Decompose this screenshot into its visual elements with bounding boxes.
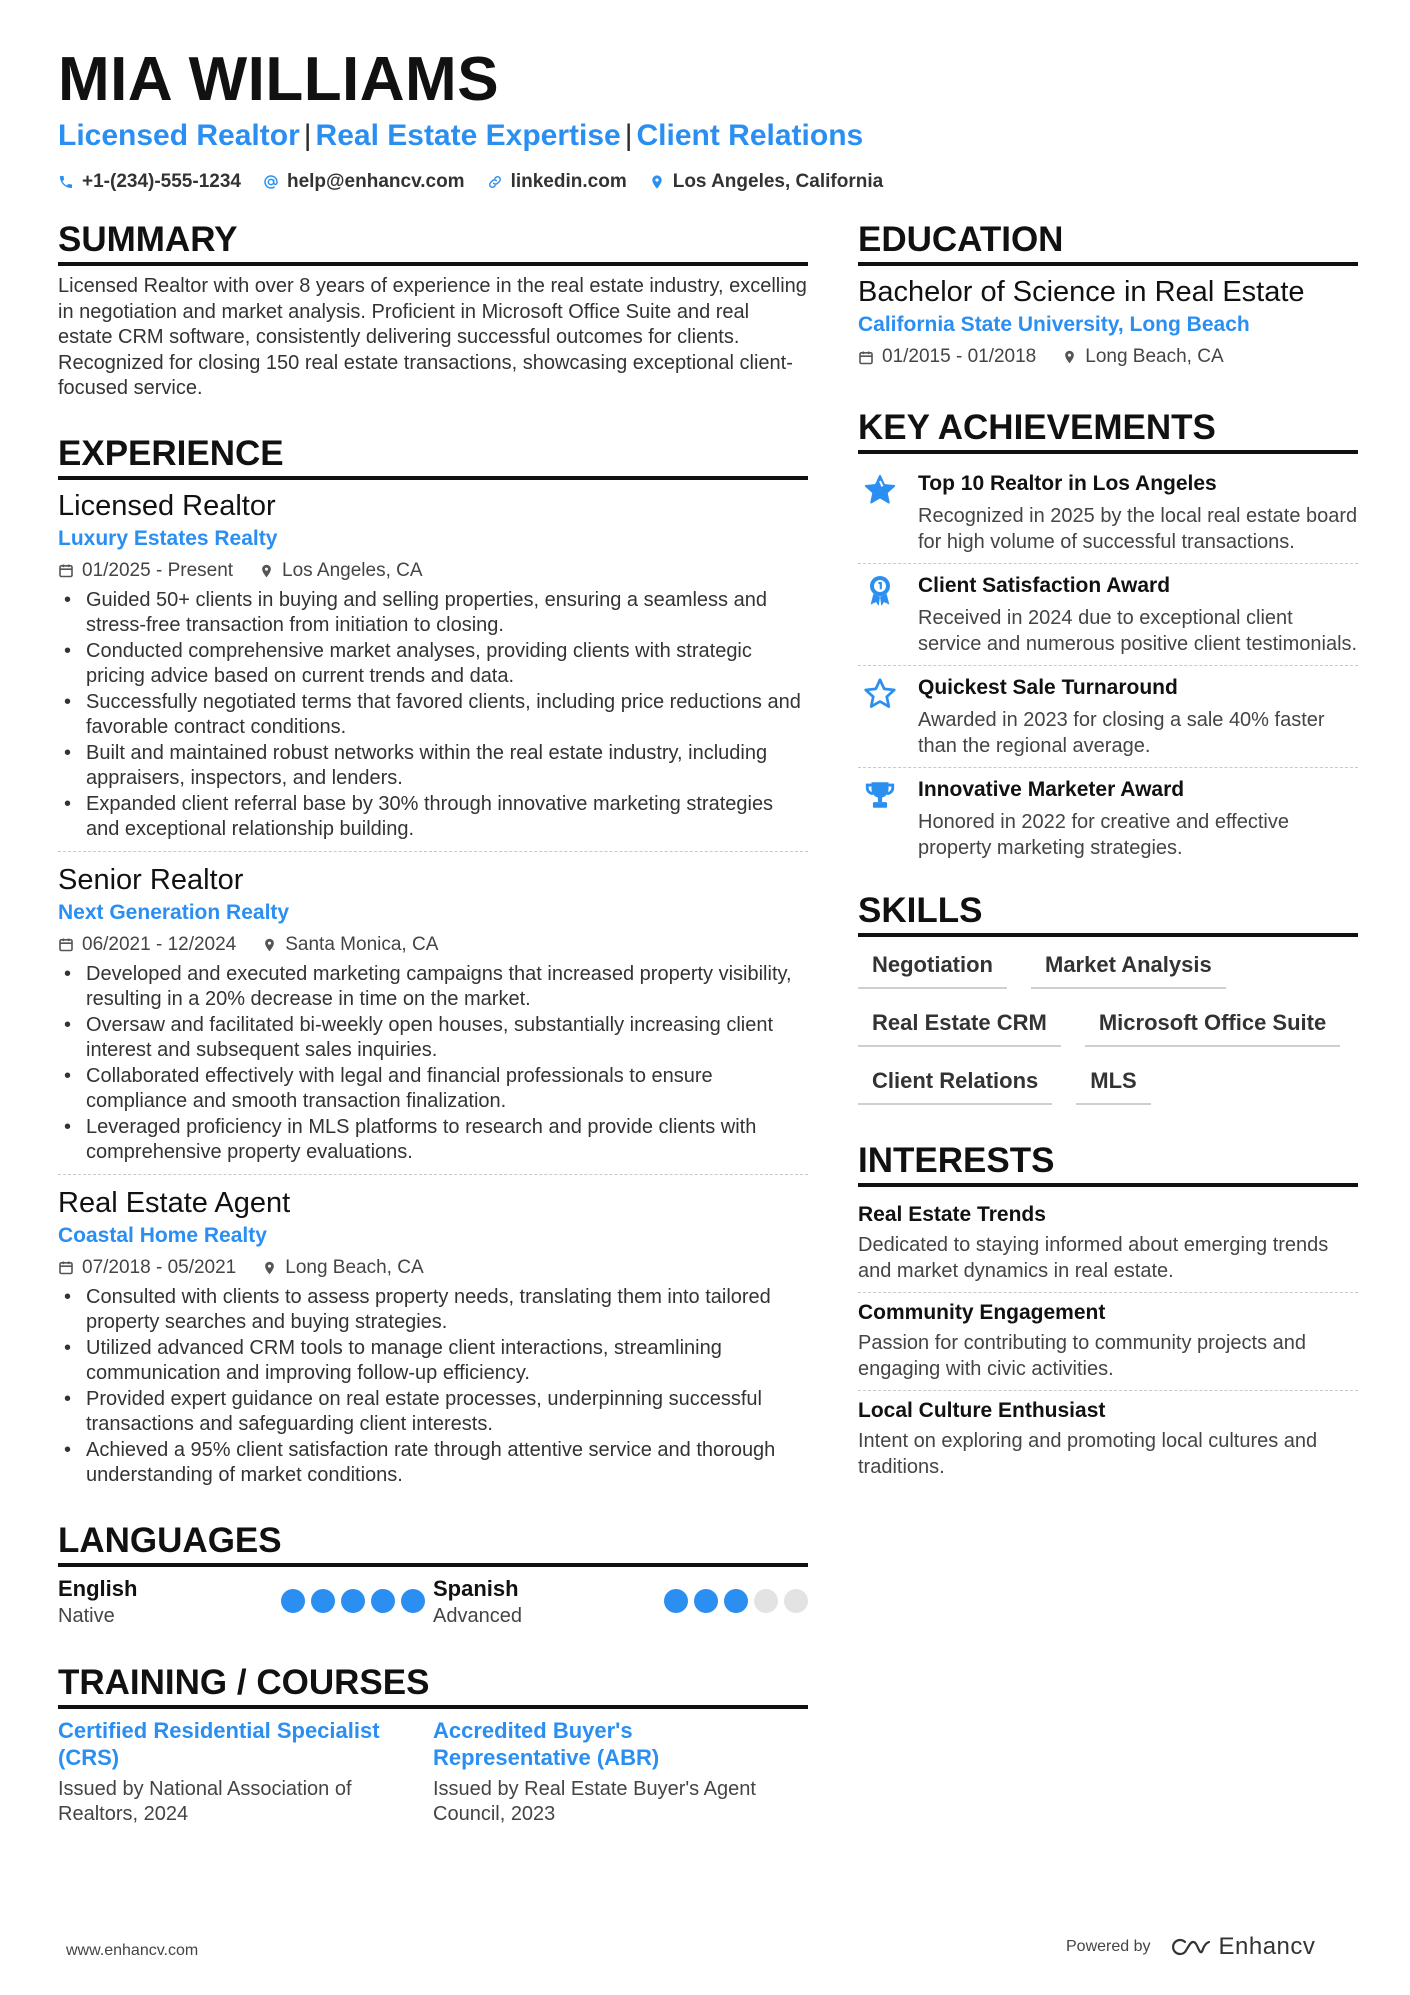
footer-website[interactable]: www.enhancv.com — [66, 1942, 199, 1959]
calendar-icon — [58, 562, 74, 579]
bullet-item: • Expanded client referral base by 30% through innovative marketing strategies and exceptional relationship building. — [58, 792, 808, 843]
achievement-item — [858, 666, 1358, 768]
job-meta — [58, 556, 808, 586]
education-location-text: Long Beach, CA — [1085, 346, 1224, 367]
section-heading-education: EDUCATION — [858, 218, 1358, 266]
skill-tag: Market Analysis — [1031, 945, 1226, 989]
bullet-item: • Utilized advanced CRM tools to manage client interactions, streamlining communication and improving follow-up efficiency. — [58, 1336, 808, 1387]
map-pin-icon — [1062, 348, 1077, 366]
powered-by-label: Powered by — [1066, 1938, 1151, 1955]
achievement-body — [918, 776, 1358, 861]
calendar-icon — [58, 936, 74, 953]
contact-bar — [58, 168, 883, 196]
achievement-description: Received in 2024 due to exceptional client service and numerous positive client testimonials. — [918, 607, 1358, 655]
company-name: Coastal Home Realty — [58, 1223, 267, 1247]
rating-dot-filled — [724, 1589, 748, 1613]
course-title: Certified Residential Specialist (CRS) — [58, 1717, 380, 1770]
achievement-body — [918, 470, 1358, 555]
education-dates — [858, 342, 1036, 372]
right-column — [858, 218, 1358, 1488]
interests-section — [858, 1139, 1358, 1488]
contact-linkedin[interactable] — [487, 168, 627, 196]
language-list — [58, 1575, 808, 1633]
job-bullets — [58, 962, 808, 1166]
job-dates — [58, 556, 233, 586]
at-sign-icon — [263, 173, 279, 191]
experience-entry — [58, 862, 808, 1175]
candidate-headline — [58, 116, 863, 156]
language-name: Spanish — [433, 1575, 519, 1601]
skill-tag: MLS — [1076, 1061, 1150, 1105]
candidate-name: MIA WILLIAMS — [58, 45, 500, 114]
course-list — [58, 1717, 808, 1828]
map-pin-icon — [262, 1259, 277, 1277]
skills-section — [858, 889, 1358, 1105]
language-name: English — [58, 1575, 138, 1601]
experience-entry — [58, 1185, 808, 1497]
language-rating — [281, 1589, 433, 1613]
language-item — [58, 1575, 433, 1633]
company-name: Next Generation Realty — [58, 900, 290, 924]
achievement-body — [918, 674, 1358, 759]
training-section — [58, 1661, 808, 1828]
achievement-body — [918, 572, 1358, 657]
section-heading-experience: EXPERIENCE — [58, 432, 808, 480]
award-ribbon-icon — [864, 574, 896, 610]
section-heading-skills: SKILLS — [858, 889, 1358, 937]
experience-section — [58, 432, 808, 1497]
rating-dot-empty — [754, 1589, 778, 1613]
course-description: Issued by National Association of Realtors, 2024 — [58, 1777, 352, 1825]
achievement-description: Honored in 2022 for creative and effective property marketing strategies. — [918, 811, 1289, 859]
contact-email[interactable] — [263, 168, 465, 196]
achievements-section — [858, 406, 1358, 869]
job-meta — [58, 930, 808, 960]
headline-separator: | — [624, 119, 633, 152]
section-heading-summary: SUMMARY — [58, 218, 808, 266]
education-location — [1062, 342, 1223, 372]
job-title: Senior Realtor — [58, 863, 244, 896]
interest-item — [858, 1195, 1358, 1293]
rating-dot-empty — [784, 1589, 808, 1613]
calendar-icon — [58, 1259, 74, 1276]
bullet-item: • Consulted with clients to assess property needs, translating them into tailored property searches and buying strategies. — [58, 1285, 808, 1336]
course-item — [58, 1717, 433, 1828]
bullet-item: • Provided expert guidance on real estate processes, underpinning successful transactions and safeguarding client interests. — [58, 1387, 808, 1438]
languages-section — [58, 1519, 808, 1633]
rating-dot-filled — [311, 1589, 335, 1613]
bullet-item: • Guided 50+ clients in buying and selling properties, ensuring a seamless and stress-free transaction from initiation to closing. — [58, 588, 808, 639]
skill-tag: Microsoft Office Suite — [1085, 1003, 1340, 1047]
job-title: Real Estate Agent — [58, 1186, 291, 1219]
job-title: Licensed Realtor — [58, 489, 276, 522]
job-location-text: Long Beach, CA — [285, 1256, 424, 1278]
achievement-description: Awarded in 2023 for closing a sale 40% faster than the regional average. — [918, 709, 1325, 757]
headline-part-3: Client Relations — [636, 119, 864, 152]
course-title: Accredited Buyer's Representative (ABR) — [433, 1717, 660, 1770]
course-item — [433, 1717, 808, 1828]
achievement-item — [858, 462, 1358, 564]
star-filled-icon — [862, 472, 898, 508]
summary-text: Licensed Realtor with over 8 years of experience in the real estate industry, excelling in negotiation and market analysis. Proficient in Microsoft Office Suite and real estate CRM software, consistently delivering successful outcomes for clients. Recognized for closing 150 real estate transactions, showcasing exceptional client-focused service. — [58, 275, 807, 399]
bullet-item: • Leveraged proficiency in MLS platforms to research and provide clients with comprehensive property evaluations. — [58, 1115, 808, 1166]
link-icon — [487, 173, 503, 191]
bullet-item: • Successfully negotiated terms that favored clients, including price reductions and favorable contract conditions. — [58, 690, 808, 741]
rating-dot-filled — [281, 1589, 305, 1613]
interest-title: Local Culture Enthusiast — [858, 1399, 1106, 1422]
phone-icon — [58, 173, 74, 191]
linkedin-text: linkedin.com — [510, 171, 627, 192]
job-location-text: Los Angeles, CA — [282, 559, 423, 581]
job-dates-text: 06/2021 - 12/2024 — [82, 933, 237, 955]
education-section — [858, 218, 1358, 372]
interest-title: Real Estate Trends — [858, 1203, 1046, 1226]
rating-dot-filled — [401, 1589, 425, 1613]
achievement-title: Top 10 Realtor in Los Angeles — [918, 472, 1217, 495]
achievement-icon-wrap — [858, 776, 902, 861]
job-dates — [58, 1253, 236, 1283]
left-column — [58, 218, 808, 1828]
school-name: California State University, Long Beach — [858, 313, 1250, 336]
rating-dot-filled — [664, 1589, 688, 1613]
headline-separator: | — [303, 119, 312, 152]
job-dates — [58, 930, 236, 960]
job-dates-text: 07/2018 - 05/2021 — [82, 1256, 237, 1278]
education-dates-text: 01/2015 - 01/2018 — [882, 346, 1037, 367]
enhancv-logo-icon — [1167, 1936, 1211, 1958]
brand-logo[interactable] — [1167, 1933, 1316, 1961]
skill-tag: Real Estate CRM — [858, 1003, 1061, 1047]
footer-powered-by — [1066, 1933, 1315, 1961]
skill-tag: Negotiation — [858, 945, 1007, 989]
bullet-item: • Conducted comprehensive market analyses, providing clients with strategic pricing advice based on current trends and data. — [58, 639, 808, 690]
phone-text: +1-(234)-555-1234 — [82, 171, 241, 192]
interest-title: Community Engagement — [858, 1301, 1106, 1324]
achievement-icon-wrap — [858, 674, 902, 759]
achievement-item — [858, 564, 1358, 666]
achievement-icon-wrap — [858, 572, 902, 657]
achievement-item — [858, 768, 1358, 869]
star-outline-icon — [862, 676, 898, 712]
section-heading-languages: LANGUAGES — [58, 1519, 808, 1567]
contact-location — [649, 168, 883, 196]
interest-item — [858, 1293, 1358, 1391]
calendar-icon — [858, 349, 874, 366]
language-item — [433, 1575, 808, 1633]
language-level: Native — [58, 1604, 115, 1627]
bullet-item: • Achieved a 95% client satisfaction rate through attentive service and thorough understanding of market conditions. — [58, 1438, 808, 1489]
location-text: Los Angeles, California — [672, 171, 884, 192]
rating-dot-filled — [694, 1589, 718, 1613]
job-meta — [58, 1253, 808, 1283]
headline-part-1: Licensed Realtor — [58, 119, 300, 152]
job-location-text: Santa Monica, CA — [285, 933, 439, 955]
interest-description: Intent on exploring and promoting local cultures and traditions. — [858, 1430, 1318, 1478]
section-heading-achievements: KEY ACHIEVEMENTS — [858, 406, 1358, 454]
section-heading-interests: INTERESTS — [858, 1139, 1358, 1187]
job-bullets — [58, 588, 808, 843]
trophy-icon — [863, 778, 897, 812]
achievement-icon-wrap — [858, 470, 902, 555]
achievement-title: Quickest Sale Turnaround — [918, 676, 1178, 699]
summary-section — [58, 218, 808, 402]
map-pin-icon — [649, 173, 665, 191]
achievement-title: Client Satisfaction Award — [918, 574, 1171, 597]
skill-list — [858, 945, 1358, 1105]
education-meta — [858, 342, 1358, 372]
language-level: Advanced — [433, 1604, 522, 1627]
bullet-item: • Developed and executed marketing campaigns that increased property visibility, resulting in a 20% decrease in time on the market. — [58, 962, 808, 1013]
job-location — [262, 1253, 423, 1283]
company-name: Luxury Estates Realty — [58, 526, 278, 550]
course-description: Issued by Real Estate Buyer's Agent Council, 2023 — [433, 1777, 756, 1825]
bullet-item: • Collaborated effectively with legal and financial professionals to ensure compliance and smooth transaction finalization. — [58, 1064, 808, 1115]
language-rating — [664, 1589, 808, 1613]
job-dates-text: 01/2025 - Present — [82, 559, 234, 581]
job-location — [262, 930, 438, 960]
brand-name: Enhancv — [1218, 1933, 1316, 1960]
interest-description: Passion for contributing to community projects and engaging with civic activities. — [858, 1332, 1306, 1380]
job-location — [259, 556, 422, 586]
contact-phone[interactable] — [58, 168, 241, 196]
experience-entry — [58, 488, 808, 852]
email-text: help@enhancv.com — [286, 171, 465, 192]
skill-tag: Client Relations — [858, 1061, 1052, 1105]
map-pin-icon — [262, 936, 277, 954]
bullet-item: • Oversaw and facilitated bi-weekly open houses, substantially increasing client interest and subsequent sales inquiries. — [58, 1013, 808, 1064]
bullet-item: • Built and maintained robust networks within the real estate industry, including appraisers, inspectors, and lenders. — [58, 741, 808, 792]
job-bullets — [58, 1285, 808, 1489]
degree-title: Bachelor of Science in Real Estate — [858, 276, 1305, 308]
headline-part-2: Real Estate Expertise — [315, 119, 621, 152]
rating-dot-filled — [341, 1589, 365, 1613]
rating-dot-filled — [371, 1589, 395, 1613]
section-heading-training: TRAINING / COURSES — [58, 1661, 808, 1709]
interest-description: Dedicated to staying informed about emerging trends and market dynamics in real estate. — [858, 1234, 1329, 1282]
achievement-title: Innovative Marketer Award — [918, 778, 1185, 801]
interest-item — [858, 1391, 1358, 1488]
achievement-description: Recognized in 2025 by the local real estate board for high volume of successful transactions. — [918, 505, 1358, 553]
map-pin-icon — [259, 562, 274, 580]
